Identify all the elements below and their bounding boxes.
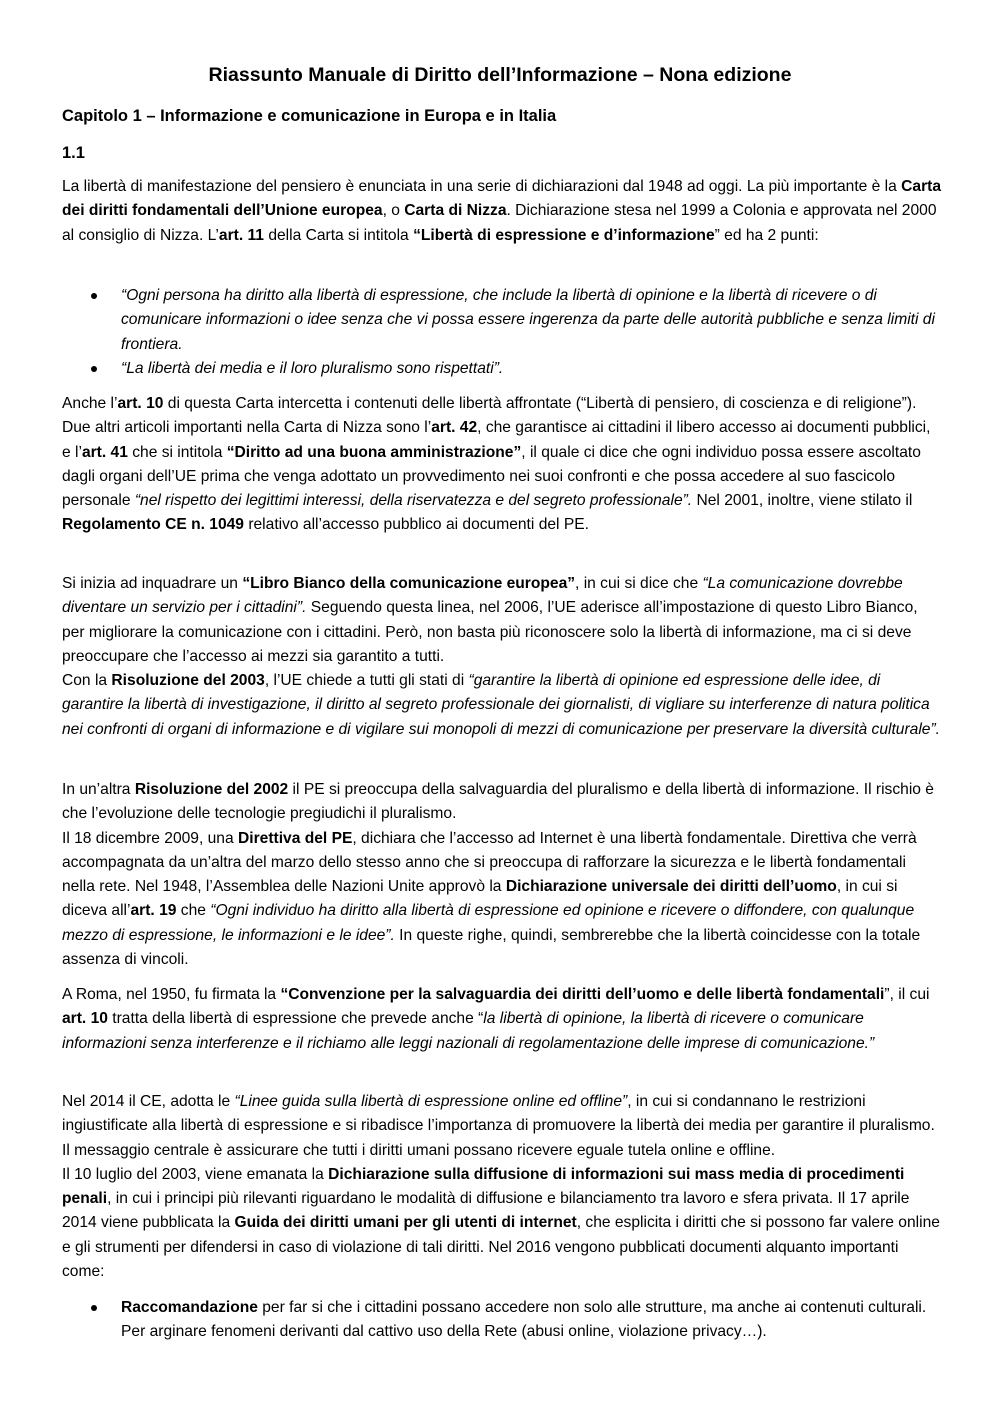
document-title: Riassunto Manuale di Diritto dell’Informazione – Nona edizione bbox=[208, 64, 792, 86]
list-item bbox=[62, 1296, 942, 1345]
list-item bbox=[62, 284, 942, 357]
text-run: il PE si preoccupa della salvaguardia del pluralismo e della libertà di informazione. Il rischio è che l’evoluzione delle tecnologie pregiudichi il pluralismo. bbox=[62, 781, 934, 823]
bold-text-run: art. 41 bbox=[81, 443, 128, 461]
text-run: ”, il cui bbox=[884, 986, 930, 1003]
bold-text-run: Carta dei diritti fondamentali dell’Unione europea bbox=[62, 178, 942, 220]
text-run: , dichiara che l’accesso ad Internet è una libertà fondamentale. Direttiva che verrà accompagnata da un’altra del marzo dello stesso anno che si preoccupa di rafforzare la sicurezza e le libertà fondamentali nella rete. Nel 1948, l’Assemblea delle Nazioni Unite approvò la bbox=[62, 829, 917, 896]
text-run: In un’altra bbox=[62, 781, 135, 798]
paragraph-4 bbox=[62, 778, 942, 972]
bold-text-run: Guida dei diritti umani per gli utenti di internet bbox=[234, 1214, 577, 1232]
text-run: che si intitola bbox=[127, 443, 227, 461]
text-run: , in cui si condannano le restrizioni ingiustificate alla libertà di espressione e si ribadisce l’importanza di promuovere la libertà dei media per garantire il pluralismo. Il messaggio centrale è assicurare che tutti i diritti umani possano ricevere eguale tutela online e offline. bbox=[62, 1093, 935, 1159]
text-run: tratta della libertà di espressione che prevede anche “ bbox=[107, 1010, 484, 1028]
bold-text-run: “Libro Bianco della comunicazione europea” bbox=[242, 575, 576, 592]
text-run: Si inizia ad inquadrare un bbox=[62, 575, 243, 592]
italic-text-run: “garantire la libertà di opinione ed espressione delle idee, di garantire la libertà di investigazione, il diritto al segreto professionale dei giornalisti, di vigliare su interferenze di natura politica nei confronti di organi di informazione e di vigilare sui monopoli di mezzi di comunicazione per preservare la diversità culturale”. bbox=[62, 672, 941, 738]
text-run: , in cui si dice che bbox=[575, 575, 703, 592]
text-run: per far si che i cittadini possano accedere non solo alle strutture, ma anche ai contenuti culturali. Per arginare fenomeni derivanti dal cattivo uso della Rete (abusi online, violazione privacy…). bbox=[121, 1299, 927, 1341]
text-run: della Carta si intitola bbox=[263, 226, 414, 244]
paragraph-6 bbox=[62, 1090, 942, 1284]
text-run: , in cui i principi più rilevanti riguardano le modalità di diffusione e bilanciamento tra lavoro e sfera privata. Il 17 aprile 2014 viene pubblicata la bbox=[62, 1190, 910, 1232]
text-run: Anche l’ bbox=[62, 395, 118, 412]
bold-text-run: “Libertà di espressione e d’informazione bbox=[413, 226, 715, 244]
text-run: che bbox=[176, 902, 211, 920]
section-heading: 1.1 bbox=[62, 144, 85, 162]
text-run: Il 18 dicembre 2009, una bbox=[62, 829, 238, 847]
text-run: , che garantisce ai cittadini il libero accesso ai documenti pubblici, e l’ bbox=[62, 419, 931, 461]
italic-text-run: “Ogni individuo ha diritto alla libertà di espressione ed opinione e ricevere o diffondere, con qualunque mezzo di espressione, le informazioni e le idee”. bbox=[62, 902, 915, 944]
text-run: Con la bbox=[62, 672, 112, 690]
bold-text-run: Dichiarazione sulla diffusione di informazioni sui mass media di procedimenti penali bbox=[62, 1165, 905, 1208]
text-run: , il quale ci dice che ogni individuo possa essere ascoltato dagli organi dell’UE prima che venga adottato un provvedimento nei suoi confronti e che possa accedere al suo fascicolo personale bbox=[62, 443, 921, 510]
paragraph-1 bbox=[62, 175, 942, 248]
italic-text-run: “nel rispetto dei legittimi interessi, della riservatezza e del segreto professionale”. bbox=[134, 492, 693, 510]
chapter-heading: Capitolo 1 – Informazione e comunicazione in Europa e in Italia bbox=[62, 107, 557, 125]
text-run: relativo all’accesso pubblico ai documenti del PE. bbox=[243, 516, 589, 534]
text-run: In queste righe, quindi, sembrerebbe che la libertà coincidesse con la totale assenza di vincoli. bbox=[62, 926, 921, 969]
bullet-icon bbox=[91, 1305, 97, 1311]
bold-text-run: “Convenzione per la salvaguardia dei diritti dell’uomo e delle libertà fondamentali bbox=[280, 986, 885, 1003]
paragraph-5 bbox=[62, 983, 942, 1056]
bold-text-run: Risoluzione del 2002 bbox=[134, 781, 289, 798]
bold-text-run: Raccomandazione bbox=[121, 1299, 258, 1316]
bold-text-run: art. 19 bbox=[130, 902, 177, 920]
text-run: , l’UE chiede a tutti gli stati di bbox=[264, 672, 469, 690]
text-run: Nel 2001, inoltre, viene stilato il bbox=[692, 492, 913, 510]
italic-text-run: “La comunicazione dovrebbe diventare un servizio per i cittadini”. bbox=[62, 575, 903, 617]
bold-text-run: “Diritto ad una buona amministrazione” bbox=[226, 443, 522, 461]
paragraph-2 bbox=[62, 392, 942, 538]
text-run: , in cui si diceva all’ bbox=[62, 878, 898, 920]
text-run: Nel 2014 il CE, adotta le bbox=[62, 1093, 235, 1110]
text-run: A Roma, nel 1950, fu firmata la bbox=[62, 986, 281, 1003]
text-run: di questa Carta intercetta i contenuti delle libertà affrontate (“Libertà di pensiero, di coscienza e di religione”). Due altri articoli importanti nella Carta di Nizza sono l’ bbox=[62, 395, 917, 437]
bold-text-run: Risoluzione del 2003 bbox=[111, 672, 265, 690]
italic-text-run: “Ogni persona ha diritto alla libertà di espressione, che include la libertà di opinione e la libertà di ricevere o di comunicare informazioni o idee senza che vi possa essere ingerenza da parte delle autorità pubbliche e senza limiti di frontiera. bbox=[121, 287, 935, 353]
bold-text-run: art. 10 bbox=[117, 395, 164, 412]
text-run: , che esplicita i diritti che si possono far valere online e gli strumenti per difendersi in caso di violazione di tali diritti. Nel 2016 vengono pubblicati documenti alquanto importanti come: bbox=[62, 1214, 940, 1281]
italic-text-run: la libertà di opinione, la libertà di ricevere o comunicare informazioni senza interferenze e il richiamo alle leggi nazionali di regolamentazione delle imprese di comunicazione.” bbox=[62, 1010, 875, 1052]
text-run: Seguendo questa linea, nel 2006, l’UE aderisce all’impostazione di questo Libro Bianco, per migliorare la comunicazione con i cittadini. Però, non basta più riconoscere solo la libertà di informazione, ma ci si deve preoccupare che l’accesso ai mezzi sia garantito a tutti. bbox=[62, 599, 918, 665]
bold-text-run: art. 42 bbox=[431, 419, 478, 437]
bold-text-run: Dichiarazione universale dei diritti dell’uomo bbox=[505, 878, 837, 896]
bullet-icon bbox=[91, 366, 97, 372]
italic-text-run: “Linee guida sulla libertà di espressione online ed offline” bbox=[234, 1093, 628, 1110]
bold-text-run: art. 11 bbox=[218, 226, 264, 244]
bullet-list-2 bbox=[62, 1296, 942, 1345]
bold-text-run: Regolamento CE n. 1049 bbox=[62, 516, 244, 534]
text-run: ” ed ha 2 punti: bbox=[714, 226, 819, 244]
text-run: , o bbox=[382, 202, 405, 220]
text-run: La libertà di manifestazione del pensiero è enunciata in una serie di dichiarazioni dal 1948 ad oggi. La più importante è la bbox=[62, 178, 902, 195]
bold-text-run: art. 10 bbox=[62, 1010, 108, 1028]
text-run: . Dichiarazione stesa nel 1999 a Colonia e approvata nel 2000 al consiglio di Nizza. L’ bbox=[62, 202, 937, 244]
bold-text-run: Direttiva del PE bbox=[237, 829, 353, 847]
bullet-list-1 bbox=[62, 284, 942, 381]
list-item bbox=[62, 357, 942, 381]
bold-text-run: Carta di Nizza bbox=[404, 202, 507, 220]
paragraph-3 bbox=[62, 572, 942, 742]
bullet-icon bbox=[91, 293, 97, 299]
italic-text-run: “La libertà dei media e il loro pluralismo sono rispettati”. bbox=[121, 359, 504, 377]
text-run: Il 10 luglio del 2003, viene emanata la bbox=[62, 1165, 329, 1183]
